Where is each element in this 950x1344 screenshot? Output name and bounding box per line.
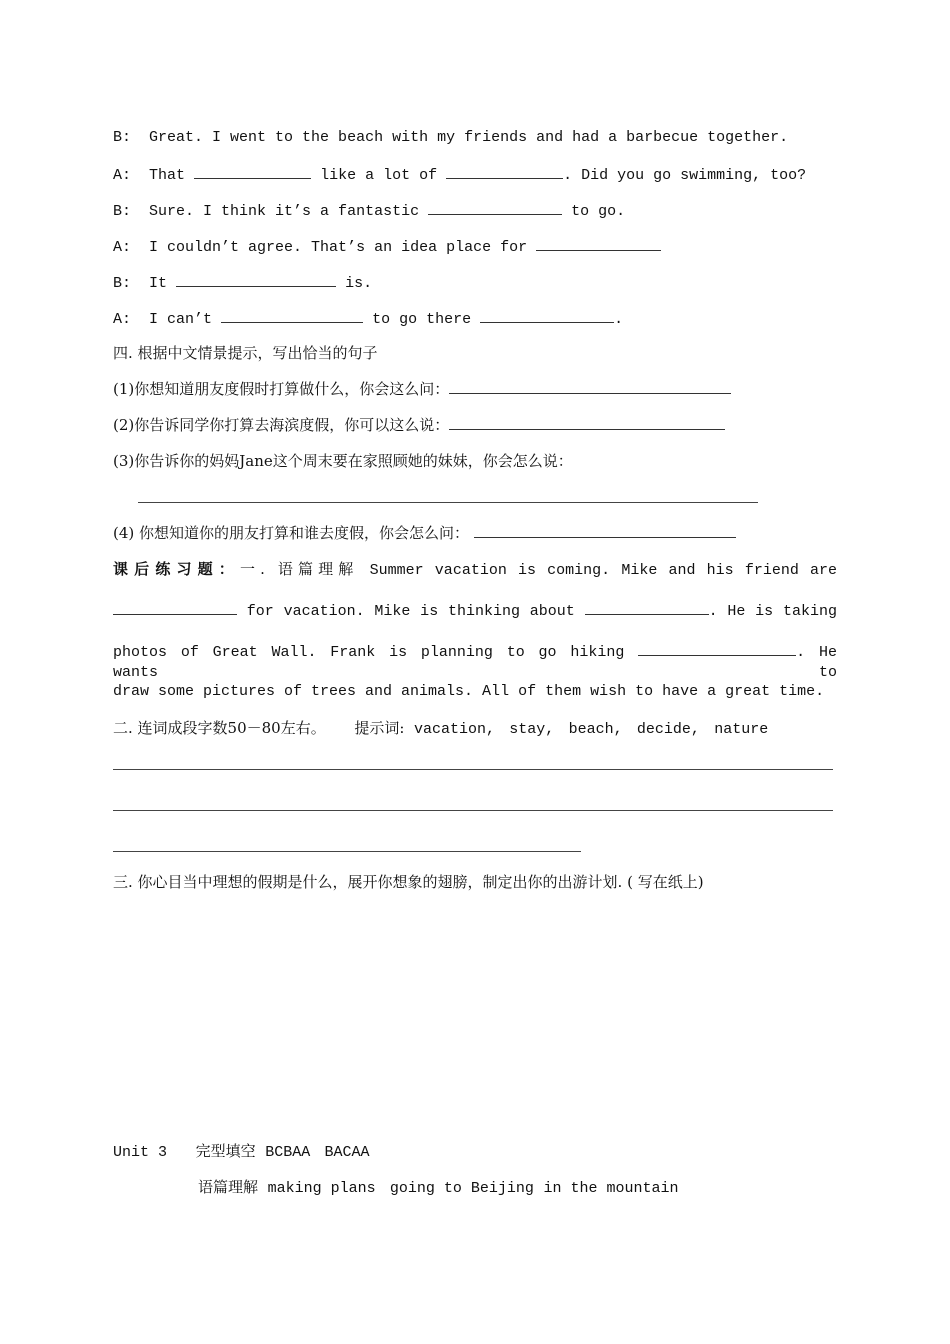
speaker: A: — [113, 311, 132, 328]
dialogue-text: . Did you go swimming, too? — [563, 167, 807, 184]
writing-line[interactable] — [113, 769, 833, 770]
dialogue-text: It — [149, 275, 168, 292]
reading-text: for vacation. Mike is thinking about — [246, 603, 575, 620]
dialogue-text: . — [614, 311, 624, 328]
answer-blank[interactable] — [446, 164, 563, 179]
question-2 — [113, 415, 725, 435]
speaker: B: — [113, 275, 132, 292]
speaker: B: — [113, 203, 132, 220]
writing-line[interactable] — [113, 851, 581, 852]
answer-blank[interactable] — [113, 600, 237, 615]
reading-text: . He is taking — [708, 603, 837, 620]
dialogue-text: is. — [345, 275, 373, 292]
dialogue-line-4 — [113, 236, 661, 258]
question-1 — [113, 379, 731, 399]
dialogue-line-2 — [113, 164, 806, 186]
speaker: A: — [113, 167, 132, 184]
dialogue-text: That — [149, 167, 186, 184]
reading-line-2 — [113, 600, 837, 622]
hint-word: vacation, — [413, 721, 495, 738]
reading-answer: in the mountain — [543, 1180, 679, 1197]
reading-text: . He wants to — [113, 644, 837, 681]
answer-blank[interactable] — [194, 164, 311, 179]
question-text: (1)你想知道朋友度假时打算做什么，你会这么问： — [113, 380, 450, 398]
speaker: B: — [113, 129, 132, 146]
answer-blank[interactable] — [449, 379, 731, 394]
dialogue-text: I can’t — [149, 311, 213, 328]
hint-word: beach, — [568, 721, 623, 738]
answer-line[interactable] — [138, 502, 758, 503]
answer-blank[interactable] — [449, 415, 725, 430]
answer-blank[interactable] — [480, 308, 614, 323]
answer-key-line-2 — [198, 1177, 679, 1199]
unit-label: Unit 3 — [113, 1144, 168, 1161]
hint-word: decide, — [636, 721, 700, 738]
dialogue-text: like a lot of — [320, 167, 438, 184]
answer-blank[interactable] — [474, 523, 736, 538]
section-4-title: 四. 根据中文情景提示，写出恰当的句子 — [113, 344, 378, 362]
reading-text: Summer vacation is coming. Mike and his friend are — [369, 562, 837, 579]
hint-word: stay, — [509, 721, 555, 738]
answer-blank[interactable] — [428, 200, 562, 215]
dialogue-line-1 — [113, 128, 788, 148]
cloze-answers: BCBAA — [265, 1144, 311, 1161]
question-4 — [113, 523, 736, 543]
answer-key-line-1 — [113, 1141, 370, 1163]
dialogue-text: I couldn’t agree. That’s an idea place for — [149, 239, 528, 256]
reading-text: photos of Great Wall. Frank is planning to go hiking — [113, 644, 625, 661]
part-3-prompt: 三. 你心目当中理想的假期是什么，展开你想象的翅膀，制定出你的出游计划. ( 写在纸上) — [113, 873, 704, 891]
part-2-line — [113, 718, 768, 740]
answer-blank[interactable] — [221, 308, 363, 323]
question-3 — [113, 451, 573, 471]
hint-label: 提示词: — [354, 719, 405, 737]
question-text: (3)你告诉你的妈妈Jane这个周末要在家照顾她的妹妹，你会怎么说： — [113, 452, 573, 470]
cloze-label: 完型填空 — [195, 1142, 256, 1160]
answer-blank[interactable] — [176, 272, 336, 287]
reading-line-3 — [113, 641, 837, 683]
part-2-title: 二. 连词成段字数50－80左右。 — [113, 719, 326, 737]
dialogue-line-3 — [113, 200, 625, 222]
reading-line-1 — [113, 559, 837, 581]
exercise-heading: 课后练习题： — [113, 560, 240, 578]
dialogue-line-6 — [113, 308, 623, 330]
reading-line-4: draw some pictures of trees and animals. All of them wish to have a great time. — [113, 683, 825, 700]
question-text: (4) 你想知道你的朋友打算和谁去度假，你会怎么问： — [113, 524, 470, 542]
dialogue-text: Sure. I think it’s a fantastic — [149, 203, 420, 220]
question-text: (2)你告诉同学你打算去海滨度假，你可以这么说： — [113, 416, 450, 434]
speaker: A: — [113, 239, 132, 256]
answer-blank[interactable] — [585, 600, 709, 615]
part-1-label: 一. 语篇理解 — [239, 560, 359, 578]
answer-blank[interactable] — [638, 641, 796, 656]
dialogue-text: Great. I went to the beach with my friends and had a barbecue together. — [149, 129, 789, 146]
reading-answer: going to Beijing — [389, 1180, 534, 1197]
reading-label: 语篇理解 — [198, 1178, 259, 1196]
hint-word: nature — [714, 721, 769, 738]
dialogue-text: to go there — [372, 311, 472, 328]
writing-line[interactable] — [113, 810, 833, 811]
reading-answer: making plans — [267, 1180, 376, 1197]
dialogue-text: to go. — [571, 203, 626, 220]
dialogue-line-5 — [113, 272, 372, 294]
cloze-answers: BACAA — [324, 1144, 370, 1161]
answer-blank[interactable] — [536, 236, 661, 251]
